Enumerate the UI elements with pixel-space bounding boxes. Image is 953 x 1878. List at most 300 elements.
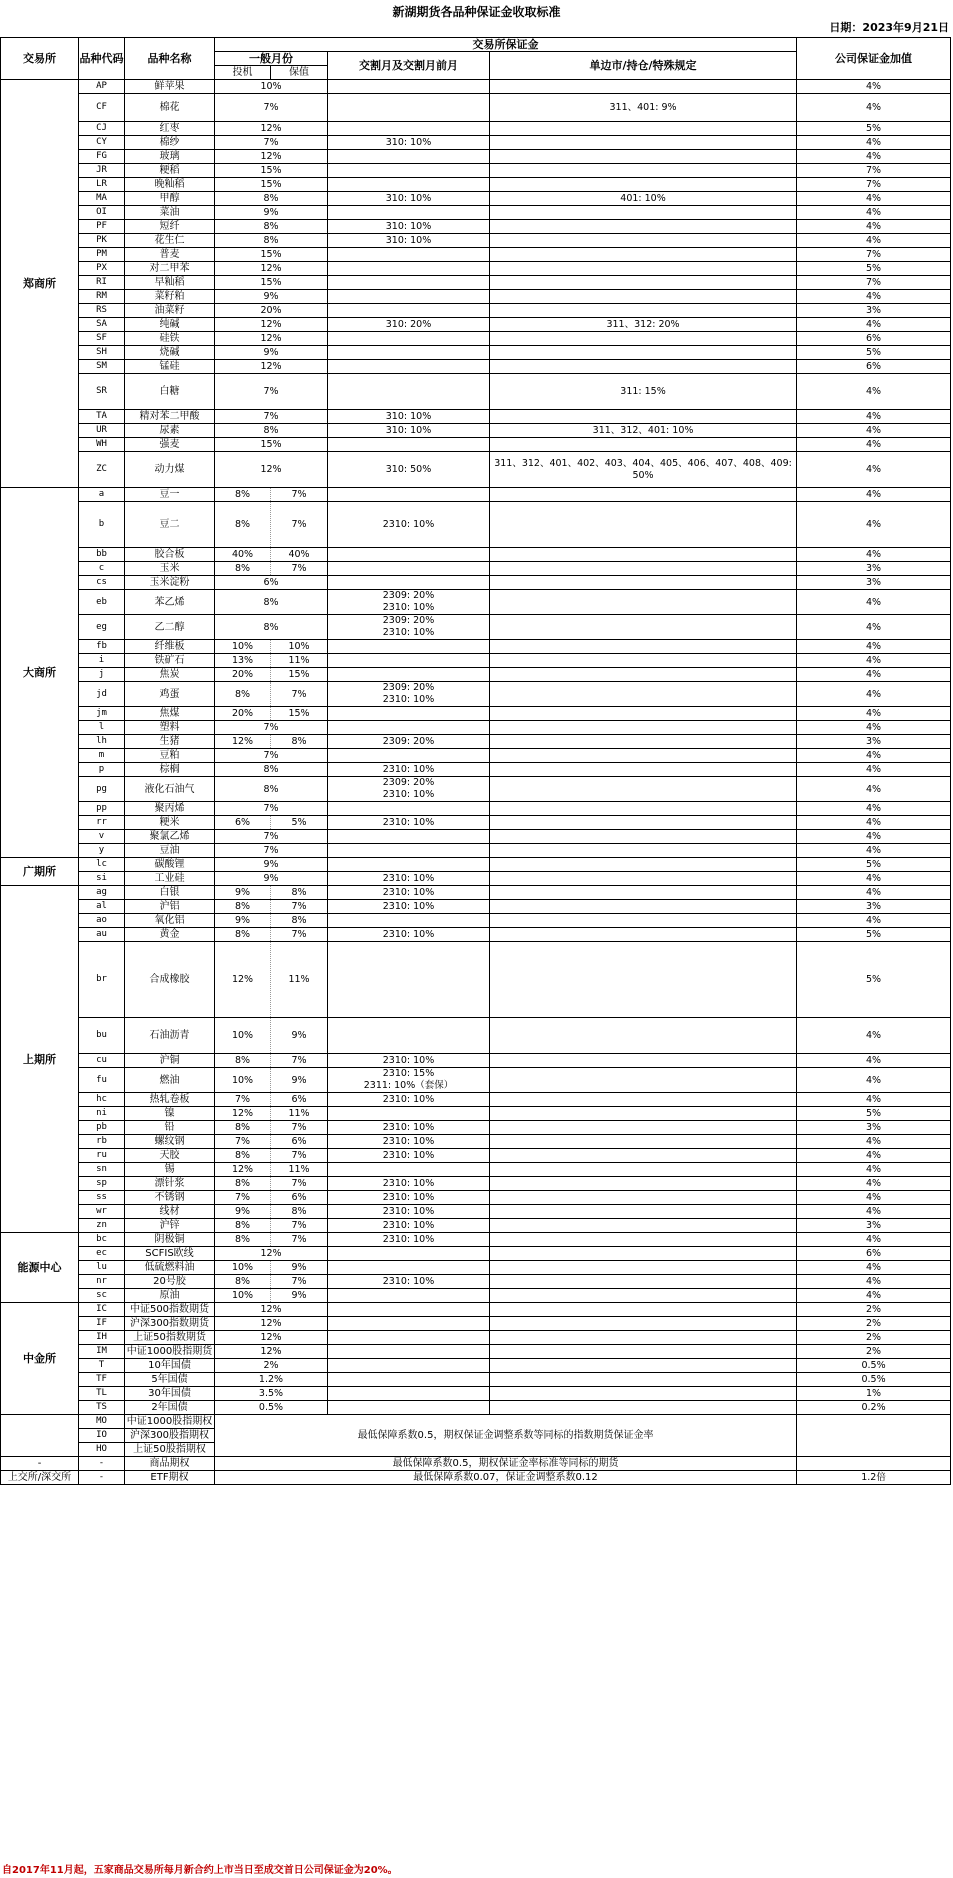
exchange-cell: 广期所	[1, 858, 79, 886]
delivery-margin	[328, 1093, 490, 1107]
delivery-margin	[328, 206, 490, 220]
table-row	[1, 220, 951, 234]
delivery-line: 2309: 20%	[382, 590, 435, 601]
product-code: RI	[79, 276, 125, 290]
table-row	[1, 844, 951, 858]
table-row	[1, 1275, 951, 1289]
product-name: SCFIS欧线	[125, 1247, 215, 1261]
table-row	[1, 1191, 951, 1205]
company-add-margin: 4%	[797, 80, 951, 94]
table-row	[1, 410, 951, 424]
product-code: v	[79, 830, 125, 844]
special-margin	[490, 304, 797, 318]
product-code: j	[79, 668, 125, 682]
special-margin	[490, 1068, 797, 1093]
special-margin: 311、312、401: 10%	[490, 424, 797, 438]
product-code: SF	[79, 332, 125, 346]
delivery-margin	[328, 332, 490, 346]
delivery-margin	[328, 615, 490, 640]
product-name: 漂针浆	[125, 1177, 215, 1191]
table-row	[1, 164, 951, 178]
table-row	[1, 1149, 951, 1163]
general-margin: 9%	[215, 346, 328, 360]
delivery-margin	[328, 1177, 490, 1191]
company-add-margin: 4%	[797, 590, 951, 615]
special-margin	[490, 816, 797, 830]
company-add-margin: 4%	[797, 136, 951, 150]
product-code: CY	[79, 136, 125, 150]
table-row	[1, 346, 951, 360]
product-name: 鸡蛋	[125, 682, 215, 707]
product-name: 10年国债	[125, 1359, 215, 1373]
company-add-margin: 4%	[797, 654, 951, 668]
company-add-margin	[797, 1457, 951, 1471]
special-margin	[490, 488, 797, 502]
product-name: 豆油	[125, 844, 215, 858]
hedge-margin: 5%	[271, 816, 328, 830]
delivery-line: 310: 10%	[385, 192, 432, 204]
product-name: 聚氯乙烯	[125, 830, 215, 844]
table-row	[1, 276, 951, 290]
general-margin: 12%	[215, 1317, 328, 1331]
product-code: PF	[79, 220, 125, 234]
table-row	[1, 816, 951, 830]
company-add-margin: 4%	[797, 1289, 951, 1303]
special-margin: 401: 10%	[490, 192, 797, 206]
margin-table	[0, 37, 951, 1485]
company-add-margin: 4%	[797, 668, 951, 682]
special-margin	[490, 1149, 797, 1163]
company-add-margin: 3%	[797, 576, 951, 590]
company-add-margin: 2%	[797, 1303, 951, 1317]
general-margin: 12%	[215, 452, 328, 488]
product-name: 普麦	[125, 248, 215, 262]
product-code: p	[79, 763, 125, 777]
company-add-margin: 7%	[797, 276, 951, 290]
table-row	[1, 802, 951, 816]
general-margin: 9%	[215, 206, 328, 220]
options-note: 最低保障系数0.5，期权保证金调整系数等同标的指数期货保证金率	[215, 1415, 797, 1457]
special-margin	[490, 914, 797, 928]
delivery-margin	[328, 424, 490, 438]
product-code: eg	[79, 615, 125, 640]
company-add-margin: 4%	[797, 749, 951, 763]
delivery-line: 310: 10%	[385, 136, 432, 148]
table-row	[1, 80, 951, 94]
product-code: lh	[79, 735, 125, 749]
special-margin	[490, 178, 797, 192]
hedge-margin: 9%	[271, 1261, 328, 1275]
delivery-line: 310: 50%	[385, 463, 432, 475]
hedge-margin: 40%	[271, 548, 328, 562]
product-name: 对二甲苯	[125, 262, 215, 276]
product-code: RM	[79, 290, 125, 304]
speculation-margin: 9%	[215, 886, 271, 900]
general-margin: 8%	[215, 424, 328, 438]
hedge-margin: 7%	[271, 1149, 328, 1163]
special-margin	[490, 290, 797, 304]
general-margin: 7%	[215, 136, 328, 150]
exchange-cell: 上期所	[1, 886, 79, 1233]
special-margin	[490, 164, 797, 178]
table-row	[1, 654, 951, 668]
table-row	[1, 1471, 951, 1485]
product-code: IC	[79, 1303, 125, 1317]
product-code: bb	[79, 548, 125, 562]
delivery-margin	[328, 360, 490, 374]
company-add-margin: 5%	[797, 858, 951, 872]
special-margin	[490, 1018, 797, 1054]
general-margin: 7%	[215, 830, 328, 844]
special-margin	[490, 942, 797, 1018]
table-row	[1, 1345, 951, 1359]
delivery-line: 2310: 10%	[382, 1219, 435, 1231]
delivery-line: 2311: 10%（套保）	[363, 1080, 454, 1091]
delivery-margin	[328, 858, 490, 872]
special-margin	[490, 1107, 797, 1121]
company-add-margin: 2%	[797, 1317, 951, 1331]
product-name: 尿素	[125, 424, 215, 438]
special-margin	[490, 1219, 797, 1233]
table-row	[1, 290, 951, 304]
product-name: 液化石油气	[125, 777, 215, 802]
product-name: 热轧卷板	[125, 1093, 215, 1107]
special-margin	[490, 332, 797, 346]
product-name: 豆粕	[125, 749, 215, 763]
general-margin: 12%	[215, 262, 328, 276]
speculation-margin: 12%	[215, 735, 271, 749]
special-margin	[490, 721, 797, 735]
company-add-margin: 4%	[797, 1149, 951, 1163]
general-margin: 15%	[215, 178, 328, 192]
delivery-line: 2309: 20%	[382, 735, 435, 747]
special-margin	[490, 1373, 797, 1387]
company-add-margin: 0.5%	[797, 1373, 951, 1387]
hedge-margin: 15%	[271, 668, 328, 682]
general-margin: 8%	[215, 777, 328, 802]
general-margin: 12%	[215, 122, 328, 136]
special-margin	[490, 1233, 797, 1247]
company-add-margin: 4%	[797, 1177, 951, 1191]
footer-note: 自2017年11月起，五家商品交易所每月新合约上市当日至成交首日公司保证金为20%。	[2, 1865, 398, 1876]
delivery-margin	[328, 192, 490, 206]
table-row	[1, 318, 951, 332]
hedge-margin: 7%	[271, 1233, 328, 1247]
general-margin: 8%	[215, 220, 328, 234]
special-margin	[490, 777, 797, 802]
company-add-margin: 5%	[797, 942, 951, 1018]
special-margin	[490, 1387, 797, 1401]
product-name: 胶合板	[125, 548, 215, 562]
hedge-margin: 11%	[271, 654, 328, 668]
speculation-margin: 10%	[215, 1261, 271, 1275]
product-name: 硅铁	[125, 332, 215, 346]
product-code: PM	[79, 248, 125, 262]
table-row	[1, 248, 951, 262]
table-row	[1, 1247, 951, 1261]
delivery-margin	[328, 1303, 490, 1317]
delivery-margin	[328, 248, 490, 262]
general-margin: 0.5%	[215, 1401, 328, 1415]
product-name: 聚丙烯	[125, 802, 215, 816]
product-code: zn	[79, 1219, 125, 1233]
special-margin	[490, 136, 797, 150]
delivery-margin	[328, 262, 490, 276]
product-code: i	[79, 654, 125, 668]
speculation-margin: 8%	[215, 1121, 271, 1135]
product-code: sc	[79, 1289, 125, 1303]
product-name: 原油	[125, 1289, 215, 1303]
product-name: 强麦	[125, 438, 215, 452]
table-row	[1, 562, 951, 576]
product-code: SR	[79, 374, 125, 410]
product-name: 红枣	[125, 122, 215, 136]
product-code: c	[79, 562, 125, 576]
special-margin	[490, 410, 797, 424]
company-add-margin: 4%	[797, 914, 951, 928]
table-row	[1, 1331, 951, 1345]
product-name: 中证1000股指期货	[125, 1345, 215, 1359]
product-name: 生猪	[125, 735, 215, 749]
product-code: hc	[79, 1093, 125, 1107]
company-add-margin: 4%	[797, 777, 951, 802]
product-code: b	[79, 502, 125, 548]
delivery-margin	[328, 234, 490, 248]
delivery-margin	[328, 886, 490, 900]
company-add-margin: 4%	[797, 150, 951, 164]
margin-table-body	[1, 80, 951, 1485]
delivery-margin	[328, 410, 490, 424]
product-code: ZC	[79, 452, 125, 488]
company-add-margin: 4%	[797, 830, 951, 844]
company-add-margin: 4%	[797, 802, 951, 816]
general-margin: 7%	[215, 721, 328, 735]
special-margin	[490, 1205, 797, 1219]
speculation-margin: 12%	[215, 1163, 271, 1177]
delivery-margin	[328, 777, 490, 802]
header-special: 单边市/持仓/特殊规定	[490, 52, 797, 80]
delivery-margin	[328, 488, 490, 502]
delivery-margin	[328, 668, 490, 682]
delivery-line: 2310: 10%	[382, 627, 435, 638]
table-row	[1, 488, 951, 502]
product-code: sp	[79, 1177, 125, 1191]
delivery-line: 2310: 10%	[382, 763, 435, 775]
product-code: rr	[79, 816, 125, 830]
table-row	[1, 914, 951, 928]
special-margin	[490, 735, 797, 749]
table-row	[1, 1401, 951, 1415]
company-add-margin: 4%	[797, 1135, 951, 1149]
product-name: 2年国债	[125, 1401, 215, 1415]
company-add-margin: 4%	[797, 452, 951, 488]
table-row	[1, 900, 951, 914]
table-row	[1, 942, 951, 1018]
delivery-line: 2309: 20%	[382, 682, 435, 693]
delivery-margin	[328, 1205, 490, 1219]
product-name: 粳米	[125, 816, 215, 830]
product-code: UR	[79, 424, 125, 438]
special-margin	[490, 858, 797, 872]
general-margin: 8%	[215, 763, 328, 777]
hedge-margin: 7%	[271, 928, 328, 942]
product-code: ni	[79, 1107, 125, 1121]
hedge-margin: 9%	[271, 1068, 328, 1093]
speculation-margin: 12%	[215, 942, 271, 1018]
product-code: PK	[79, 234, 125, 248]
company-add-margin: 4%	[797, 1163, 951, 1177]
special-margin	[490, 1275, 797, 1289]
product-code: l	[79, 721, 125, 735]
general-margin: 8%	[215, 590, 328, 615]
special-margin	[490, 276, 797, 290]
sheet-date: 日期：2023年9月21日	[829, 21, 949, 34]
product-code: CJ	[79, 122, 125, 136]
special-margin	[490, 707, 797, 721]
speculation-margin: 8%	[215, 562, 271, 576]
hedge-margin: 10%	[271, 640, 328, 654]
delivery-margin	[328, 872, 490, 886]
delivery-margin	[328, 374, 490, 410]
table-row	[1, 1219, 951, 1233]
product-name: 合成橡胶	[125, 942, 215, 1018]
product-name: 棕榈	[125, 763, 215, 777]
company-add-margin: 4%	[797, 374, 951, 410]
delivery-margin	[328, 136, 490, 150]
speculation-margin: 7%	[215, 1135, 271, 1149]
product-name: 焦炭	[125, 668, 215, 682]
header-speculation: 投机	[215, 66, 271, 80]
delivery-margin	[328, 830, 490, 844]
product-name: 白糖	[125, 374, 215, 410]
general-margin: 7%	[215, 94, 328, 122]
table-row	[1, 721, 951, 735]
product-code: MA	[79, 192, 125, 206]
product-name: 菜油	[125, 206, 215, 220]
product-code: fu	[79, 1068, 125, 1093]
general-margin: 8%	[215, 234, 328, 248]
company-add-margin: 4%	[797, 410, 951, 424]
general-margin: 1.2%	[215, 1373, 328, 1387]
company-add-margin: 6%	[797, 332, 951, 346]
table-row	[1, 502, 951, 548]
product-name: 烧碱	[125, 346, 215, 360]
product-name: 塑料	[125, 721, 215, 735]
company-add-margin: 5%	[797, 262, 951, 276]
table-row	[1, 872, 951, 886]
product-code: cs	[79, 576, 125, 590]
company-add-margin: 7%	[797, 164, 951, 178]
product-code: WH	[79, 438, 125, 452]
product-name: 沪铝	[125, 900, 215, 914]
delivery-line: 2310: 10%	[382, 518, 435, 530]
product-name: 沪锌	[125, 1219, 215, 1233]
product-code: a	[79, 488, 125, 502]
table-row	[1, 548, 951, 562]
delivery-margin	[328, 438, 490, 452]
special-margin	[490, 615, 797, 640]
general-margin: 2%	[215, 1359, 328, 1373]
delivery-margin	[328, 721, 490, 735]
table-row	[1, 304, 951, 318]
company-add-margin: 4%	[797, 1233, 951, 1247]
table-row	[1, 707, 951, 721]
table-row	[1, 1068, 951, 1093]
product-name: 苯乙烯	[125, 590, 215, 615]
speculation-margin: 20%	[215, 707, 271, 721]
delivery-margin	[328, 276, 490, 290]
company-add-margin: 4%	[797, 1275, 951, 1289]
company-add-margin: 4%	[797, 1054, 951, 1068]
product-name: 纤维板	[125, 640, 215, 654]
table-row	[1, 122, 951, 136]
company-add-margin: 4%	[797, 488, 951, 502]
table-row	[1, 928, 951, 942]
delivery-line: 2310: 10%	[382, 1191, 435, 1203]
company-add-margin: 3%	[797, 1121, 951, 1135]
general-margin: 8%	[215, 615, 328, 640]
speculation-margin: 40%	[215, 548, 271, 562]
special-margin	[490, 749, 797, 763]
delivery-line: 2310: 10%	[382, 1275, 435, 1287]
product-name: 黄金	[125, 928, 215, 942]
delivery-margin	[328, 1068, 490, 1093]
special-margin	[490, 1191, 797, 1205]
product-code: eb	[79, 590, 125, 615]
company-add-margin: 4%	[797, 816, 951, 830]
hedge-margin: 8%	[271, 735, 328, 749]
delivery-line: 2310: 10%	[382, 1233, 435, 1245]
delivery-line: 2310: 10%	[382, 1177, 435, 1189]
delivery-line: 2310: 10%	[382, 928, 435, 940]
table-row	[1, 192, 951, 206]
hedge-margin: 11%	[271, 1107, 328, 1121]
product-name: 氧化铝	[125, 914, 215, 928]
speculation-margin: 7%	[215, 1093, 271, 1107]
delivery-line: 2310: 15%	[382, 1068, 435, 1079]
product-code: y	[79, 844, 125, 858]
delivery-line: 2310: 10%	[382, 694, 435, 705]
product-code: fb	[79, 640, 125, 654]
product-code: pg	[79, 777, 125, 802]
product-name: 白银	[125, 886, 215, 900]
table-row	[1, 1303, 951, 1317]
speculation-margin: 8%	[215, 900, 271, 914]
product-code: wr	[79, 1205, 125, 1219]
general-margin: 7%	[215, 749, 328, 763]
table-row	[1, 640, 951, 654]
special-margin	[490, 206, 797, 220]
delivery-margin	[328, 346, 490, 360]
delivery-line: 310: 10%	[385, 410, 432, 422]
delivery-margin	[328, 80, 490, 94]
product-name: 焦煤	[125, 707, 215, 721]
product-name: 燃油	[125, 1068, 215, 1093]
product-name: 晚籼稻	[125, 178, 215, 192]
speculation-margin: 6%	[215, 816, 271, 830]
product-name: 锡	[125, 1163, 215, 1177]
hedge-margin: 7%	[271, 900, 328, 914]
product-name: 甲醇	[125, 192, 215, 206]
special-margin	[490, 590, 797, 615]
header-company-add: 公司保证金加值	[797, 38, 951, 80]
product-name: 碳酸锂	[125, 858, 215, 872]
company-add-margin: 4%	[797, 640, 951, 654]
company-add-margin: 2%	[797, 1331, 951, 1345]
product-code: SH	[79, 346, 125, 360]
product-code: si	[79, 872, 125, 886]
general-margin: 12%	[215, 1303, 328, 1317]
